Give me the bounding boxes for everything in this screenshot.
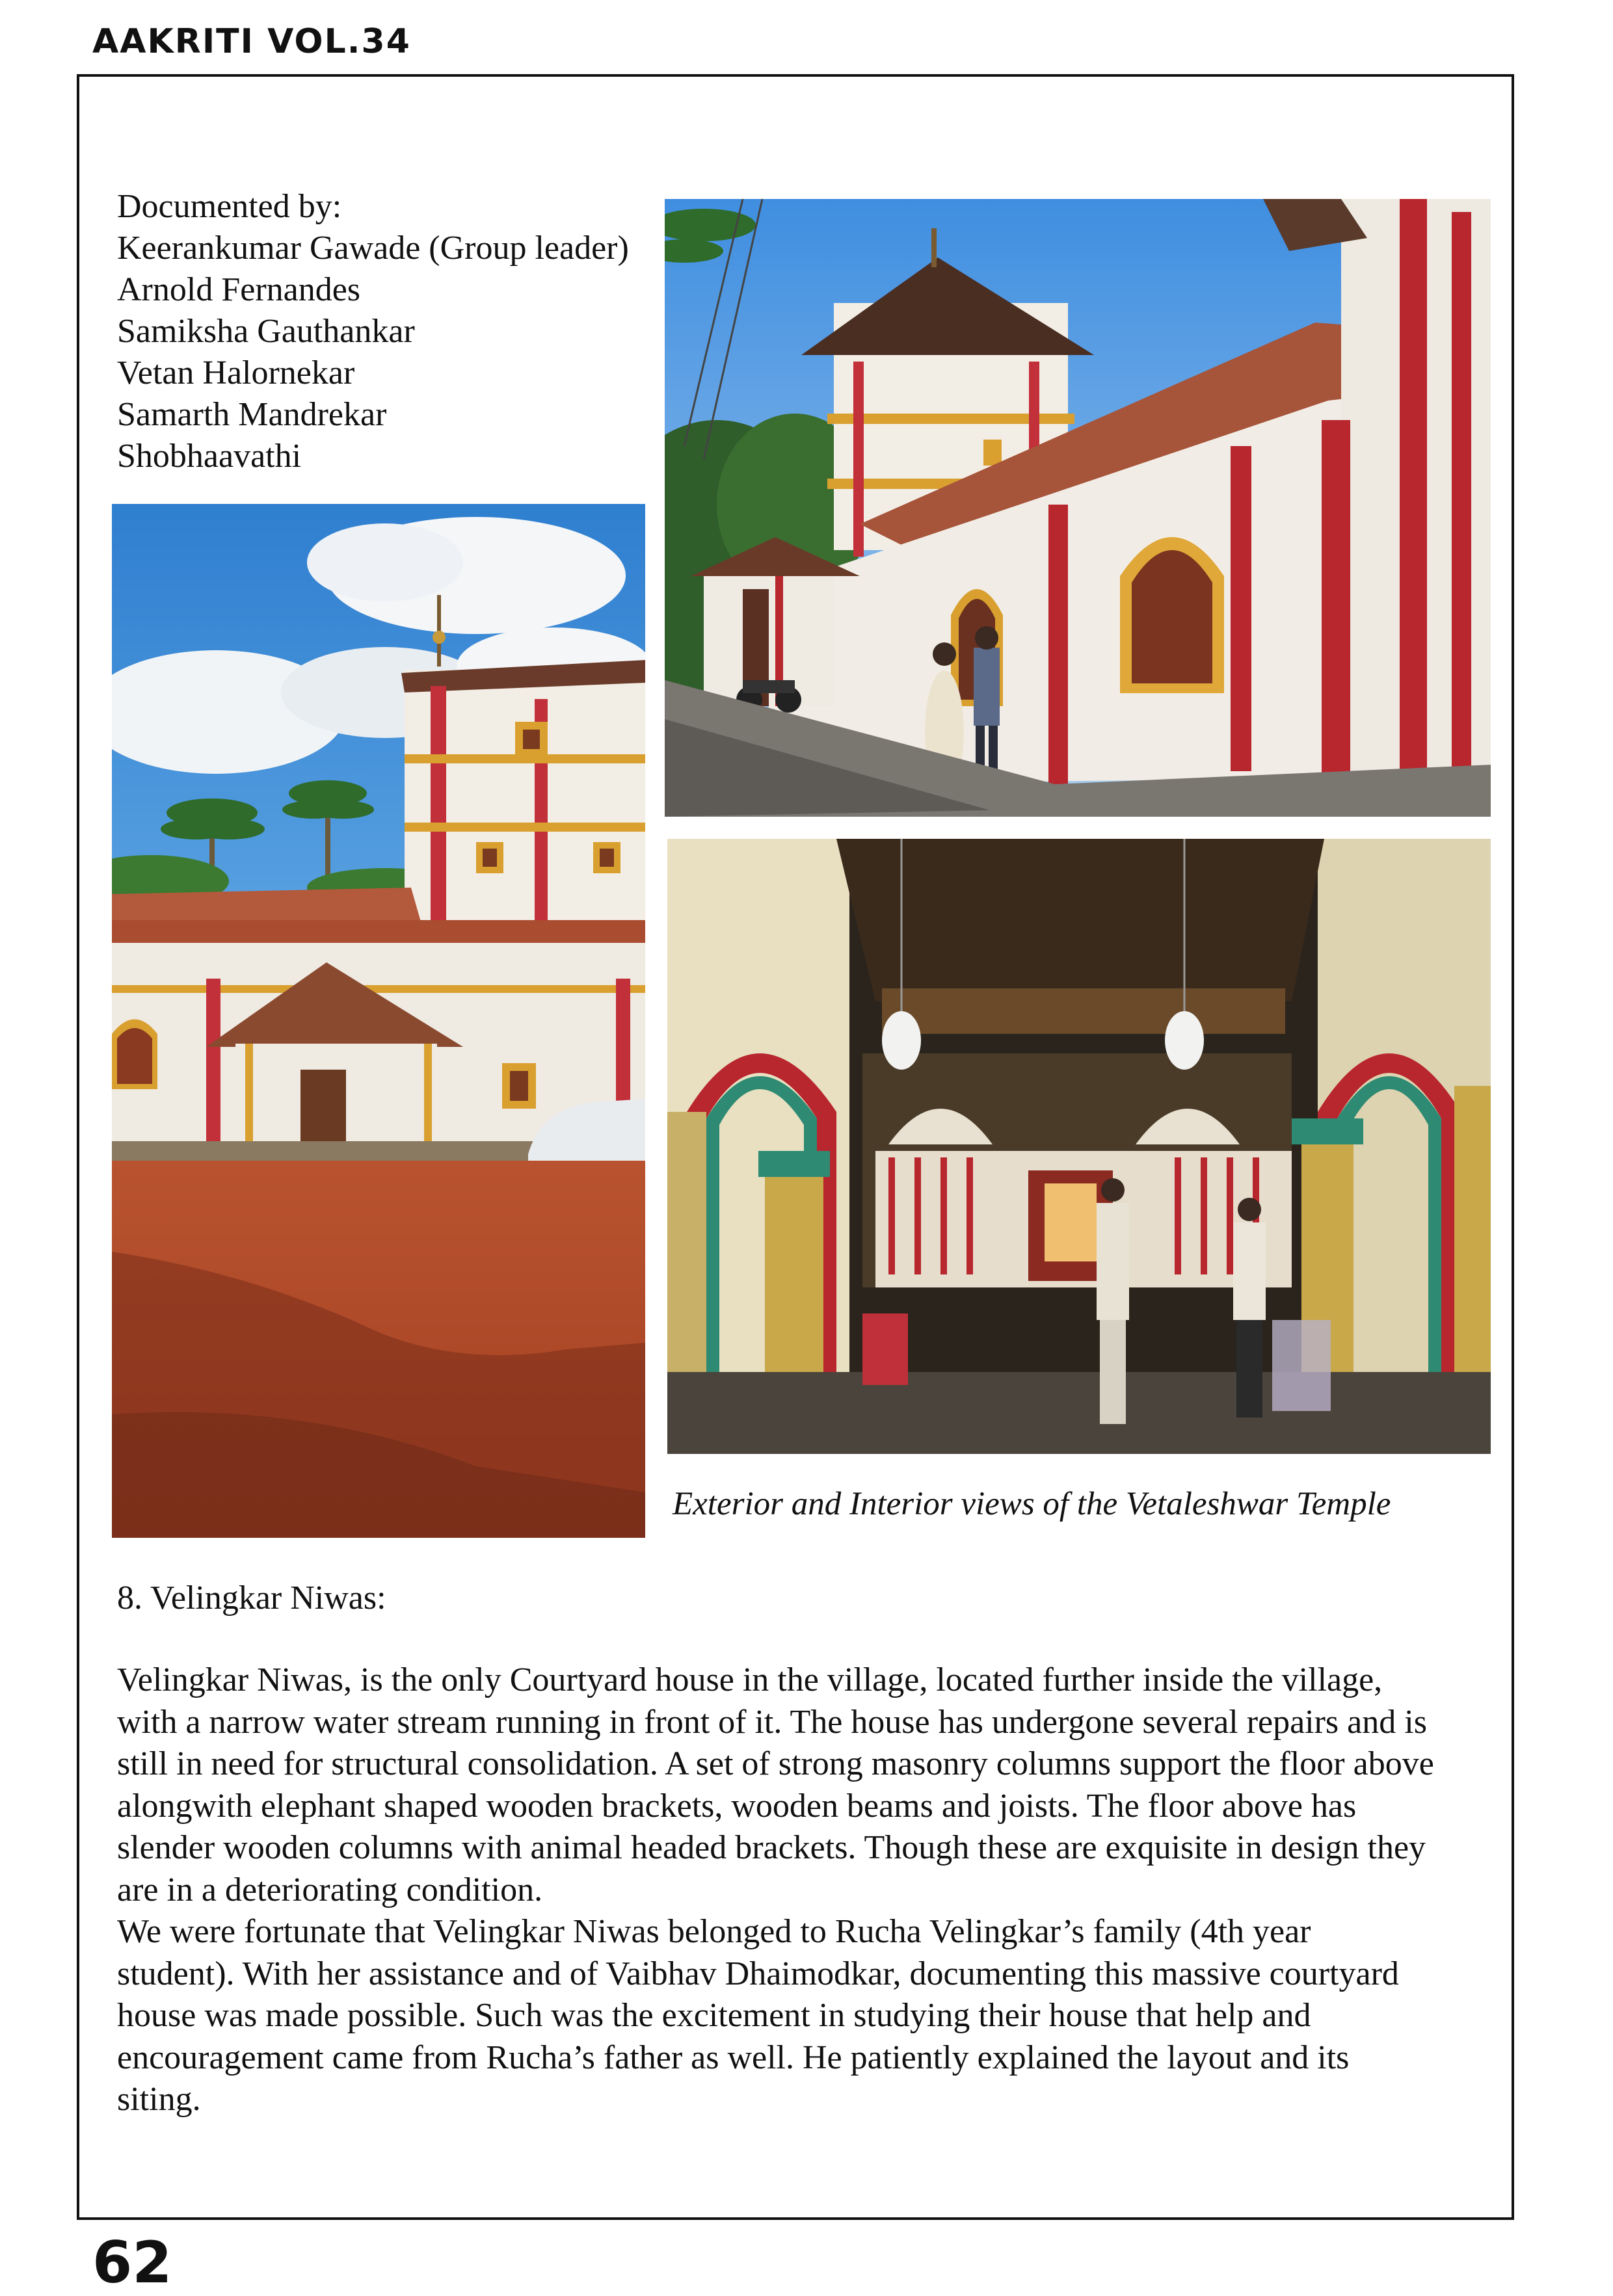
credits-line: Arnold Fernandes	[117, 271, 361, 308]
temple-exterior-photo-street	[665, 199, 1491, 817]
page-number: 62	[92, 2229, 172, 2296]
credits-line: Vetan Halornekar	[117, 354, 355, 391]
credits-line: Samarth Mandrekar	[117, 396, 387, 433]
figure-caption: Exterior and Interior views of the Vetaleshwar Temple	[673, 1486, 1391, 1522]
credits-line: Keerankumar Gawade (Group leader)	[117, 230, 629, 267]
credits-line: Documented by:	[117, 188, 342, 225]
paragraph-line: alongwith elephant shaped wooden brackets, wooden beams and joists. The floor above has	[117, 1787, 1357, 1825]
paragraph-line: slender wooden columns with animal headed brackets. Though these are exquisite in design they	[117, 1829, 1426, 1866]
temple-exterior-photo-portrait	[112, 504, 645, 1538]
documentation-credits	[117, 186, 629, 477]
credits-line: Samiksha Gauthankar	[117, 313, 415, 350]
paragraph-line: Velingkar Niwas, is the only Courtyard house in the village, located further inside the village,	[117, 1661, 1383, 1698]
paragraph-line: We were fortunate that Velingkar Niwas belonged to Rucha Velingkar’s family (4th year	[117, 1913, 1311, 1950]
journal-header: AAKRITI VOL.34	[92, 22, 411, 61]
paragraph-line: still in need for structural consolidation. A set of strong masonry columns support the floor above	[117, 1745, 1434, 1782]
paragraph-line: encouragement came from Rucha’s father as well. He patiently explained the layout and its	[117, 2039, 1350, 2076]
section-paragraph	[117, 1659, 1502, 2121]
paragraph-line: student). With her assistance and of Vaibhav Dhaimodkar, documenting this massive courtyard	[117, 1955, 1399, 1992]
paragraph-line: with a narrow water stream running in front of it. The house has undergone several repairs and is	[117, 1703, 1427, 1741]
paragraph-line: house was made possible. Such was the excitement in studying their house that help and	[117, 1997, 1311, 2034]
credits-line: Shobhaavathi	[117, 438, 302, 475]
section-heading: 8. Velingkar Niwas:	[117, 1579, 386, 1616]
paragraph-line: siting.	[117, 2081, 201, 2118]
temple-interior-photo	[667, 839, 1491, 1454]
paragraph-line: are in a deteriorating condition.	[117, 1871, 543, 1908]
